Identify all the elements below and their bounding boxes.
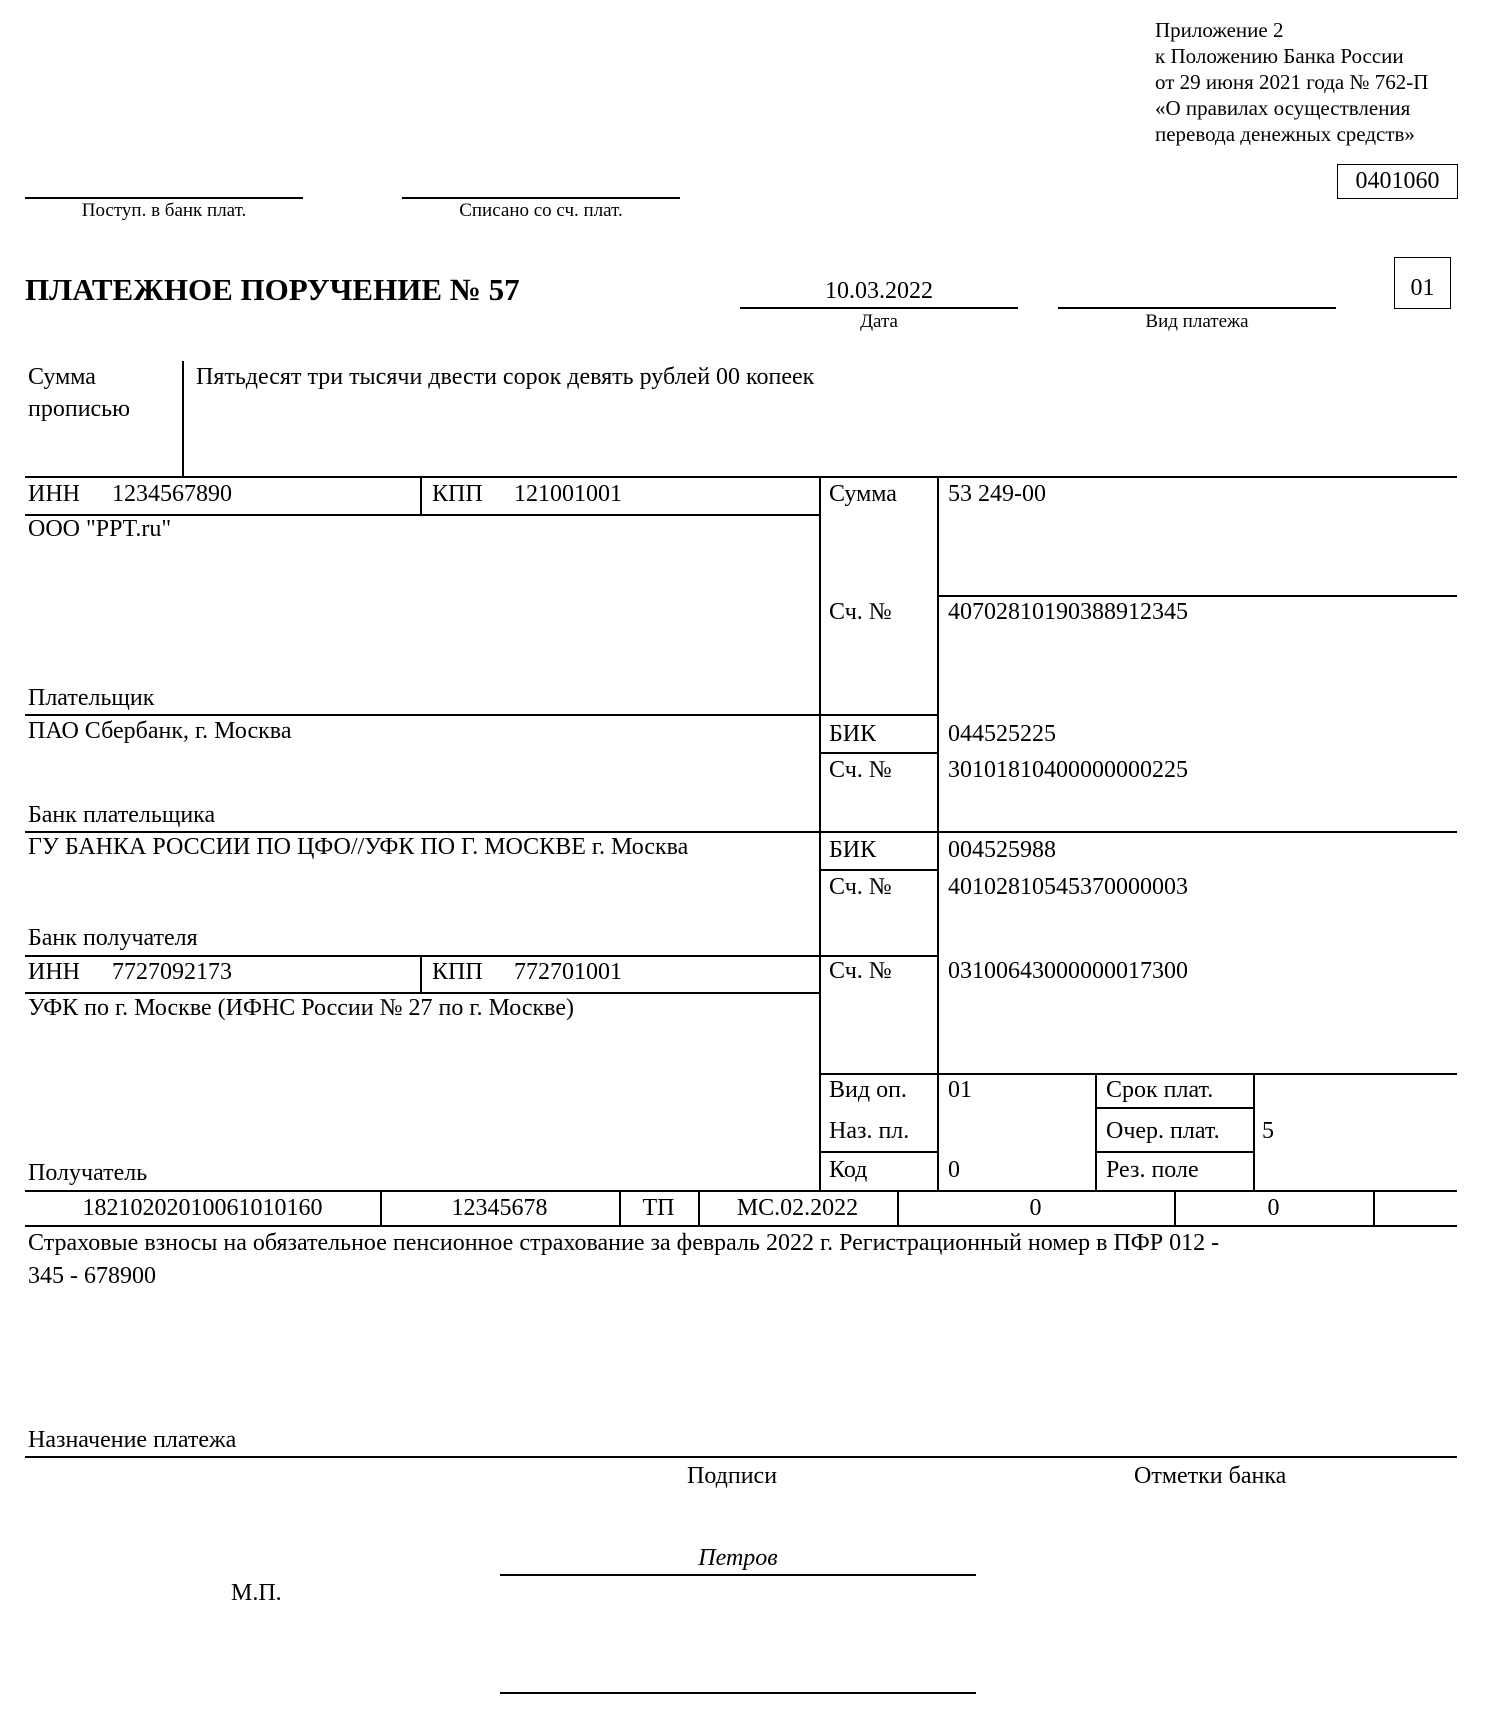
tax-oktmo: 12345678 <box>451 1195 548 1221</box>
sum-label: Сумма <box>829 481 897 507</box>
op-type-value: 01 <box>948 1077 972 1103</box>
debited-line <box>402 197 680 199</box>
received-label: Поступ. в банк плат. <box>81 200 247 221</box>
debited-label: Списано со сч. плат. <box>459 200 623 221</box>
code-value: 0 <box>948 1157 960 1183</box>
sum-value: 53 249-00 <box>948 481 1046 507</box>
recipient-inn-kpp-divider <box>420 955 422 992</box>
priority-label: Очер. плат. <box>1106 1118 1220 1144</box>
code-label: Код <box>829 1157 868 1183</box>
date-label: Дата <box>860 311 898 332</box>
recipient-bank-bottom-line <box>25 955 938 957</box>
payer-kpp-label: КПП <box>432 481 483 507</box>
recipient-inn-line <box>25 992 820 994</box>
payer-inn: 1234567890 <box>112 481 232 507</box>
recipient-kpp: 772701001 <box>514 959 622 985</box>
main-vertical-right <box>937 476 939 1191</box>
payer-bank-bik-label: БИК <box>829 721 877 747</box>
payer-bank-bottom-line <box>25 831 1457 833</box>
amount-words-label-2: прописью <box>28 396 131 422</box>
purpose-label: Назначение платежа <box>28 1427 237 1453</box>
payer-bank-bik-line <box>819 752 938 754</box>
appendix-line-2: к Положению Банка России <box>1155 44 1404 68</box>
term-line <box>1095 1107 1254 1109</box>
main-vertical-left <box>819 476 821 1191</box>
form-code-box: 0401060 <box>1337 164 1458 199</box>
payer-label: Плательщик <box>28 685 155 711</box>
recipient-account-label: Сч. № <box>829 958 892 984</box>
payer-account-value: 40702810190388912345 <box>948 599 1188 625</box>
grid-line-top <box>25 476 1457 478</box>
purpose-code-line <box>819 1151 938 1153</box>
page-title: ПЛАТЕЖНОЕ ПОРУЧЕНИЕ № 57 <box>25 272 520 307</box>
recipient-bank-bik-line <box>819 869 938 871</box>
signatures-label: Подписи <box>687 1463 778 1489</box>
second-signature-line <box>500 1692 976 1694</box>
purpose-bottom-line <box>25 1456 1457 1458</box>
payer-name: ООО "PPT.ru" <box>28 516 172 542</box>
reserve-label: Рез. поле <box>1106 1157 1199 1183</box>
amount-words-value: Пятьдесят три тысячи двести сорок девять рублей 00 копеек <box>196 364 815 390</box>
bank-marks-label: Отметки банка <box>1134 1463 1287 1489</box>
purpose-code-label: Наз. пл. <box>829 1118 910 1144</box>
recipient-bank-bik-label: БИК <box>829 837 877 863</box>
payer-inn-label: ИНН <box>28 481 80 507</box>
payer-bank-label: Банк плательщика <box>28 802 216 828</box>
recipient-bank-bik: 004525988 <box>948 837 1056 863</box>
recipient-inn: 7727092173 <box>112 959 232 985</box>
payer-bank-account-label: Сч. № <box>829 757 892 783</box>
tax-divider-6 <box>1373 1190 1375 1226</box>
appendix-line-5: перевода денежных средств» <box>1155 122 1415 146</box>
payer-kpp: 121001001 <box>514 481 622 507</box>
tax-doc-number: 0 <box>1029 1195 1042 1221</box>
recipient-name: УФК по г. Москве (ИФНС России № 27 по г. Москве) <box>28 995 574 1021</box>
payment-type-label: Вид платежа <box>1145 311 1249 332</box>
recipient-bank-name: ГУ БАНКА РОССИИ ПО ЦФО//УФК ПО Г. МОСКВЕ г. Москва <box>28 834 689 860</box>
payer-inn-kpp-divider <box>420 476 422 514</box>
tax-row-bottom-line <box>25 1225 1457 1227</box>
details-divider-1 <box>1095 1073 1097 1191</box>
payment-type-line <box>1058 307 1336 309</box>
recipient-account: 03100643000000017300 <box>948 958 1188 984</box>
sum-bottom-line <box>937 595 1457 597</box>
amount-words-label-1: Сумма <box>28 364 96 390</box>
appendix-line-3: от 29 июня 2021 года № 762-П <box>1155 70 1429 94</box>
signer-name: Петров <box>698 1545 778 1571</box>
recipient-label: Получатель <box>28 1160 148 1186</box>
details-divider-2 <box>1253 1073 1255 1191</box>
appendix-line-4: «О правилах осуществления <box>1155 96 1411 120</box>
op-type-label: Вид оп. <box>829 1077 907 1103</box>
purpose-line-1: Страховые взносы на обязательное пенсионное страхование за февраль 2022 г. Регистрационный номер в ПФР 012 - <box>28 1230 1220 1256</box>
first-signature-line <box>500 1574 976 1576</box>
purpose-line-2: 345 - 678900 <box>28 1263 156 1289</box>
priority-value: 5 <box>1262 1118 1274 1144</box>
recipient-bank-account-label: Сч. № <box>829 874 892 900</box>
term-label: Срок плат. <box>1106 1077 1214 1103</box>
recipient-bank-label: Банк получателя <box>28 925 198 951</box>
tax-basis: ТП <box>642 1195 675 1221</box>
tax-row-top-line <box>25 1190 1457 1192</box>
recipient-kpp-label: КПП <box>432 959 483 985</box>
payer-bottom-line <box>25 714 938 716</box>
payer-bank-bik: 044525225 <box>948 721 1056 747</box>
payer-bank-name: ПАО Сбербанк, г. Москва <box>28 718 292 744</box>
priority-line <box>1095 1151 1254 1153</box>
recipient-account-bottom-line <box>819 1073 1457 1075</box>
amount-words-divider <box>182 361 184 476</box>
recipient-bank-account: 40102810545370000003 <box>948 874 1188 900</box>
appendix-line-1: Приложение 2 <box>1155 18 1284 42</box>
date-line <box>740 307 1018 309</box>
payer-account-label: Сч. № <box>829 599 892 625</box>
payer-bank-account: 30101810400000000225 <box>948 757 1188 783</box>
recipient-inn-label: ИНН <box>28 959 80 985</box>
tax-period: МС.02.2022 <box>736 1195 859 1221</box>
received-line <box>25 197 303 199</box>
tax-kbk: 18210202010061010160 <box>82 1195 323 1221</box>
status-code-box: 01 <box>1394 257 1451 309</box>
tax-doc-date: 0 <box>1267 1195 1280 1221</box>
date-value: 10.03.2022 <box>825 278 933 304</box>
stamp-label: М.П. <box>231 1580 282 1606</box>
